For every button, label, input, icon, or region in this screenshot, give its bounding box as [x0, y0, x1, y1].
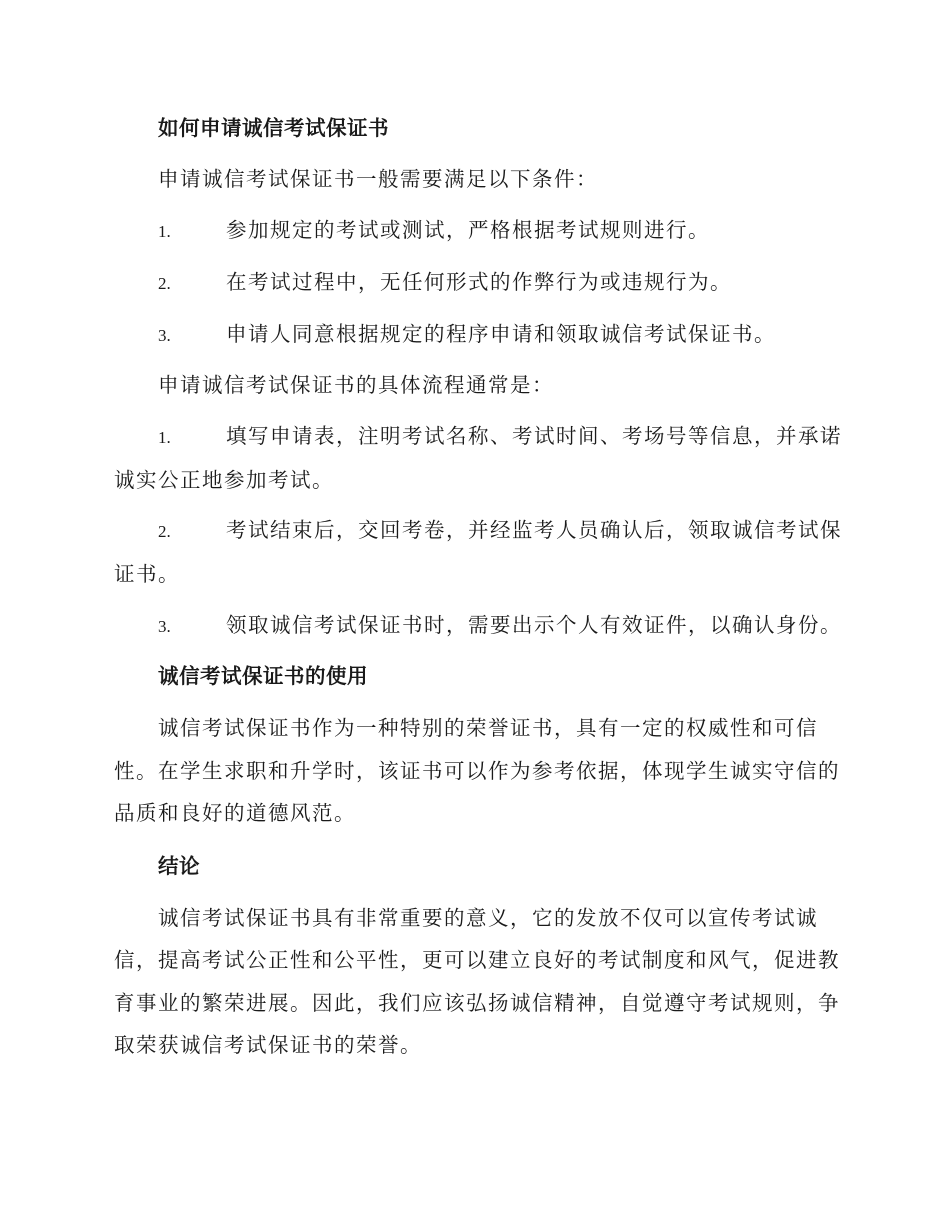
- process-step-number: 2.: [158, 522, 171, 541]
- usage-paragraph-line: 诚信考试保证书作为一种特别的荣誉证书，具有一定的权威性和可信: [158, 716, 818, 740]
- process-step-line: 诚实公正地参加考试。: [114, 468, 334, 492]
- condition-item: 申请人同意根据规定的程序申请和领取诚信考试保证书。: [226, 322, 776, 346]
- usage-paragraph-line: 性。在学生求职和升学时，该证书可以作为参考依据，体现学生诚实守信的: [114, 759, 840, 783]
- conditions-intro-paragraph: 申请诚信考试保证书一般需要满足以下条件：: [158, 167, 598, 191]
- section-heading-usage: 诚信考试保证书的使用: [158, 664, 368, 688]
- process-step-line: 领取诚信考试保证书时，需要出示个人有效证件，以确认身份。: [226, 613, 842, 637]
- condition-number: 2.: [158, 274, 171, 293]
- usage-paragraph-line: 品质和良好的道德风范。: [114, 801, 356, 825]
- process-step-line: 考试结束后，交回考卷，并经监考人员确认后，领取诚信考试保: [226, 518, 842, 542]
- conclusion-paragraph-line: 取荣获诚信考试保证书的荣誉。: [114, 1033, 422, 1057]
- condition-number: 1.: [158, 222, 171, 241]
- process-step-line: 填写申请表，注明考试名称、考试时间、考场号等信息，并承诺: [226, 424, 842, 448]
- condition-item: 在考试过程中，无任何形式的作弊行为或违规行为。: [226, 270, 732, 294]
- section-heading-conclusion: 结论: [158, 854, 200, 878]
- condition-item: 参加规定的考试或测试，严格根据考试规则进行。: [226, 218, 710, 242]
- section-heading-how-to-apply: 如何申请诚信考试保证书: [158, 116, 389, 140]
- conclusion-paragraph-line: 信，提高考试公正性和公平性，更可以建立良好的考试制度和风气，促进教: [114, 948, 840, 972]
- process-step-number: 3.: [158, 617, 171, 636]
- condition-number: 3.: [158, 326, 171, 345]
- process-step-line: 证书。: [114, 562, 180, 586]
- conclusion-paragraph-line: 诚信考试保证书具有非常重要的意义，它的发放不仅可以宣传考试诚: [158, 906, 818, 930]
- conclusion-paragraph-line: 育事业的繁荣进展。因此，我们应该弘扬诚信精神，自觉遵守考试规则，争: [114, 991, 840, 1015]
- process-intro-paragraph: 申请诚信考试保证书的具体流程通常是：: [158, 373, 554, 397]
- process-step-number: 1.: [158, 428, 171, 447]
